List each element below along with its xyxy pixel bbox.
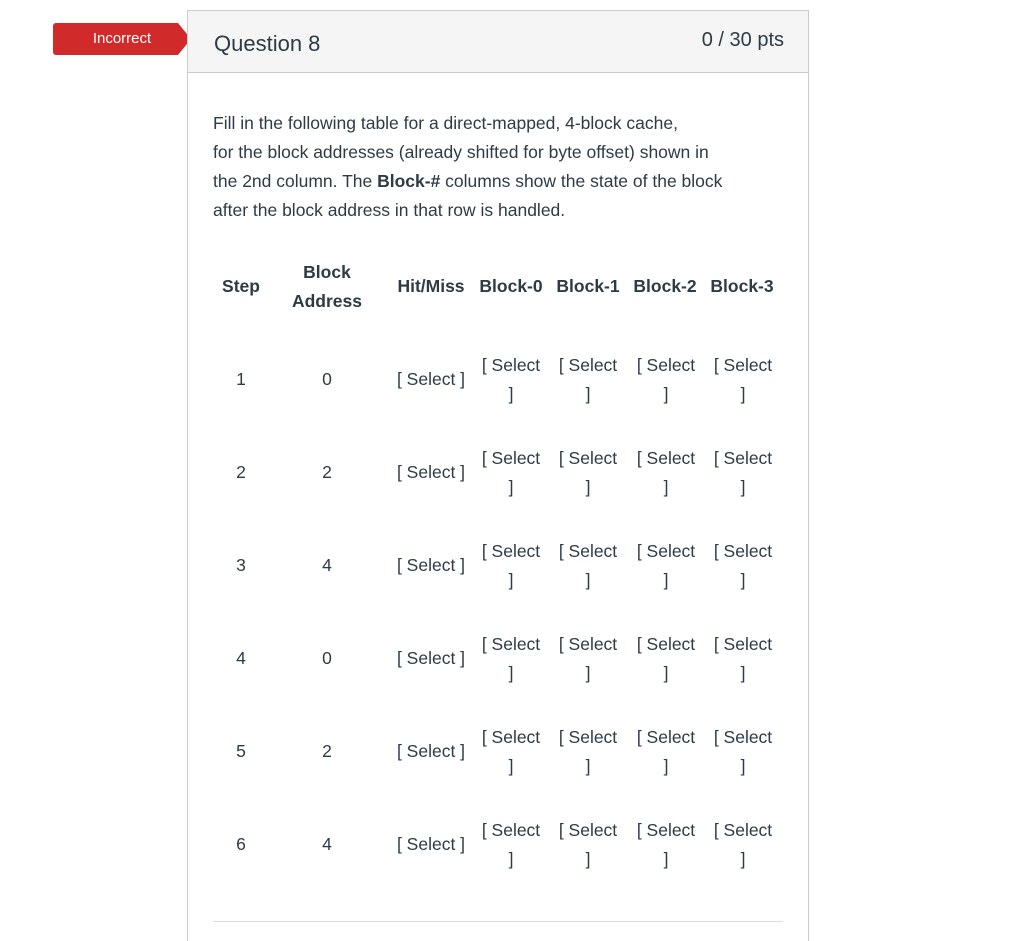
select-bracket: ] <box>585 849 591 869</box>
status-badge <box>53 23 191 55</box>
select-bracket: ] <box>585 663 591 683</box>
select-bracket: ] <box>508 849 514 869</box>
select-text: [ Select <box>713 820 773 840</box>
block-0-select[interactable] <box>476 444 546 502</box>
block-2-select[interactable] <box>630 537 702 595</box>
block-1-select[interactable] <box>553 816 623 874</box>
select-text: [ Select <box>558 355 618 375</box>
select-bracket: ] <box>508 570 514 590</box>
select-text: [ Select <box>481 541 541 561</box>
select-text: [ Select <box>713 355 773 375</box>
select-bracket: ] <box>663 570 669 590</box>
block-address-cell: 2 <box>322 741 332 761</box>
hit-miss-select[interactable]: [ Select ] <box>396 834 466 854</box>
hit-miss-select[interactable]: [ Select ] <box>396 369 466 389</box>
select-text: [ Select <box>558 541 618 561</box>
select-bracket: ] <box>740 384 746 404</box>
step-cell: 3 <box>236 555 246 575</box>
block-2-select[interactable] <box>630 351 702 409</box>
prompt-line: Fill in the following table for a direct-mapped, 4-block cache, <box>213 113 678 133</box>
select-bracket: ] <box>663 663 669 683</box>
select-text: [ Select <box>558 448 618 468</box>
select-bracket: ] <box>508 477 514 497</box>
block-address-cell: 2 <box>322 462 332 482</box>
block-2-select[interactable] <box>630 816 702 874</box>
block-0-select[interactable] <box>476 537 546 595</box>
question-header <box>188 11 808 73</box>
header-block-2: Block-2 <box>633 276 697 296</box>
select-bracket: ] <box>663 384 669 404</box>
status-badge-label: Incorrect <box>92 30 152 47</box>
step-cell: 4 <box>236 648 246 668</box>
header-block-address-line2: Address <box>291 291 363 311</box>
block-1-select[interactable] <box>553 444 623 502</box>
block-1-select[interactable] <box>553 723 623 781</box>
block-0-select[interactable] <box>476 351 546 409</box>
step-cell: 1 <box>236 369 246 389</box>
select-text: [ Select <box>481 355 541 375</box>
block-3-select[interactable] <box>707 351 779 409</box>
select-text: [ Select <box>636 541 696 561</box>
select-bracket: ] <box>663 756 669 776</box>
select-text: [ Select <box>558 820 618 840</box>
hit-miss-select[interactable]: [ Select ] <box>396 648 466 668</box>
select-text: [ Select <box>558 634 618 654</box>
prompt-line: for the block addresses (already shifted for byte offset) shown in <box>213 142 709 162</box>
select-bracket: ] <box>663 477 669 497</box>
block-1-select[interactable] <box>553 537 623 595</box>
select-text: [ Select <box>481 634 541 654</box>
select-bracket: ] <box>740 849 746 869</box>
header-step: Step <box>222 276 260 296</box>
block-address-cell: 0 <box>322 648 332 668</box>
header-block-1: Block-1 <box>556 276 620 296</box>
block-address-cell: 4 <box>322 834 332 854</box>
select-text: [ Select <box>636 820 696 840</box>
header-hit-miss: Hit/Miss <box>397 276 465 296</box>
hit-miss-select[interactable]: [ Select ] <box>396 741 466 761</box>
select-text: [ Select <box>713 727 773 747</box>
select-text: [ Select <box>636 448 696 468</box>
select-bracket: ] <box>585 756 591 776</box>
prompt-line: after the block address in that row is handled. <box>213 200 566 220</box>
prompt-bold-term: Block-# <box>377 171 441 191</box>
block-3-select[interactable] <box>707 816 779 874</box>
prompt-line: the 2nd column. The Block-# columns show the state of the block <box>213 171 723 191</box>
select-bracket: ] <box>740 477 746 497</box>
header-block-3: Block-3 <box>710 276 774 296</box>
select-text: [ Select <box>481 727 541 747</box>
step-cell: 6 <box>236 834 246 854</box>
select-bracket: ] <box>740 570 746 590</box>
select-bracket: ] <box>508 384 514 404</box>
block-address-cell: 4 <box>322 555 332 575</box>
step-cell: 2 <box>236 462 246 482</box>
select-text: [ Select <box>713 634 773 654</box>
header-block-address-line1: Block <box>303 262 351 282</box>
block-0-select[interactable] <box>476 816 546 874</box>
block-1-select[interactable] <box>553 630 623 688</box>
block-address-cell: 0 <box>322 369 332 389</box>
block-3-select[interactable] <box>707 444 779 502</box>
hit-miss-select[interactable]: [ Select ] <box>396 555 466 575</box>
hit-miss-select[interactable]: [ Select ] <box>396 462 466 482</box>
block-1-select[interactable] <box>553 351 623 409</box>
select-bracket: ] <box>585 477 591 497</box>
select-bracket: ] <box>585 570 591 590</box>
block-2-select[interactable] <box>630 444 702 502</box>
select-text: [ Select <box>636 355 696 375</box>
select-bracket: ] <box>740 756 746 776</box>
select-text: [ Select <box>713 448 773 468</box>
block-0-select[interactable] <box>476 723 546 781</box>
select-text: [ Select <box>636 727 696 747</box>
block-3-select[interactable] <box>707 723 779 781</box>
question-points: 0 / 30 pts <box>701 29 784 51</box>
divider <box>213 921 783 922</box>
select-bracket: ] <box>663 849 669 869</box>
select-bracket: ] <box>740 663 746 683</box>
select-text: [ Select <box>713 541 773 561</box>
question-title: Question 8 <box>214 31 321 56</box>
select-bracket: ] <box>508 756 514 776</box>
block-2-select[interactable] <box>630 630 702 688</box>
block-0-select[interactable] <box>476 630 546 688</box>
select-text: [ Select <box>558 727 618 747</box>
header-block-0: Block-0 <box>479 276 543 296</box>
block-2-select[interactable] <box>630 723 702 781</box>
block-3-select[interactable] <box>707 630 779 688</box>
select-text: [ Select <box>481 820 541 840</box>
select-text: [ Select <box>481 448 541 468</box>
question-prompt <box>213 109 793 225</box>
select-bracket: ] <box>508 663 514 683</box>
block-3-select[interactable] <box>707 537 779 595</box>
select-text: [ Select <box>636 634 696 654</box>
step-cell: 5 <box>236 741 246 761</box>
select-bracket: ] <box>585 384 591 404</box>
